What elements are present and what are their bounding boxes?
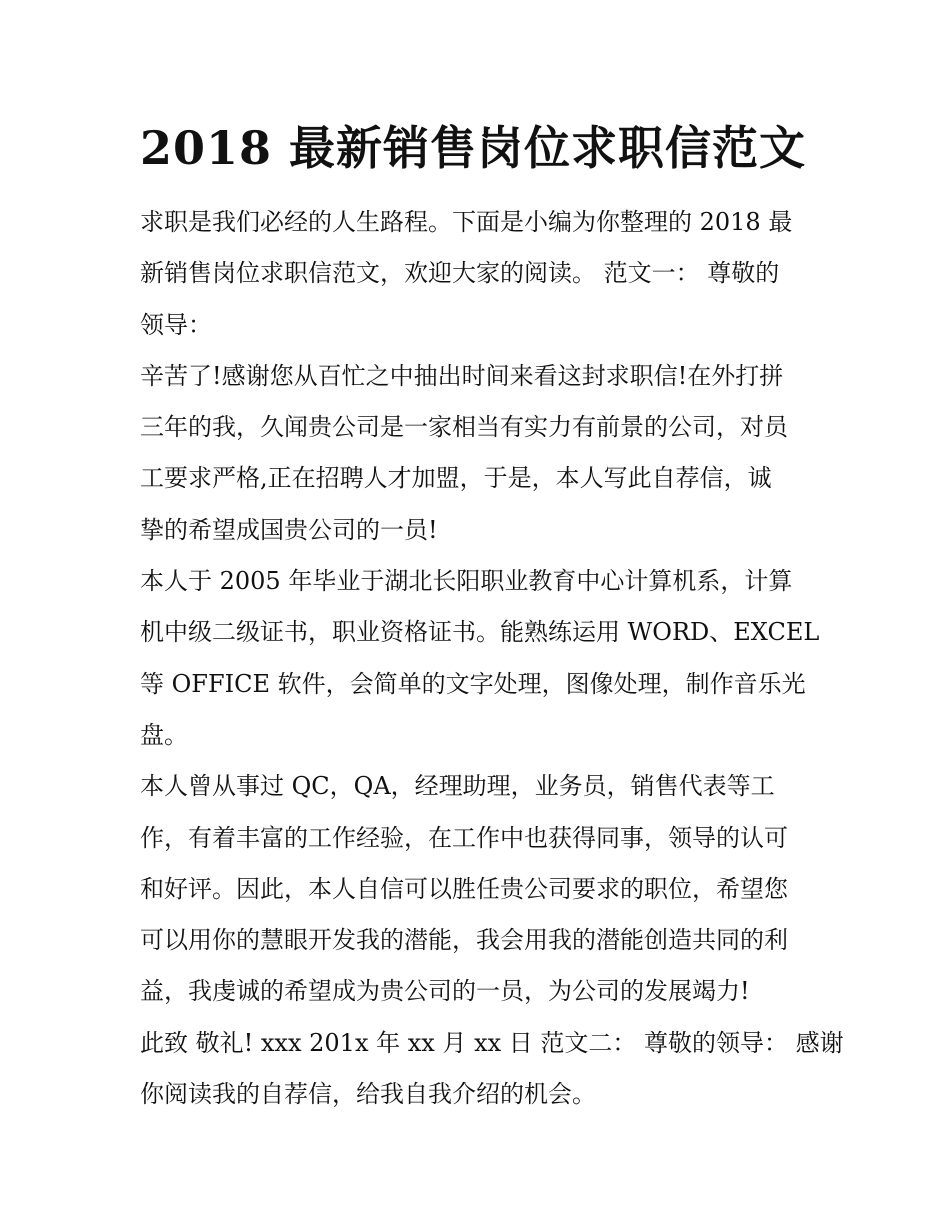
document-body: [140, 197, 844, 1120]
body-line: 益，我虔诚的希望成为贵公司的一员，为公司的发展竭力!: [140, 977, 750, 1006]
body-line: 和好评。因此，本人自信可以胜任贵公司要求的职位，希望您: [140, 874, 788, 903]
body-line: 此致 敬礼! xxx 201x 年 xx 月 xx 日 范文二： 尊敬的领导： 感谢: [140, 1028, 844, 1057]
body-line: 本人于 2005 年毕业于湖北长阳职业教育中心计算机系，计算: [140, 567, 793, 596]
body-line: 求职是我们必经的人生路程。下面是小编为你整理的 2018 最: [140, 208, 793, 236]
body-line: 新销售岗位求职信范文，欢迎大家的阅读。 范文一： 尊敬的: [140, 259, 780, 288]
body-line: 本人曾从事过 QC，QA，经理助理，业务员，销售代表等工: [140, 772, 775, 801]
body-line: 辛苦了!感谢您从百忙之中抽出时间来看这封求职信!在外打拼: [140, 361, 784, 390]
body-line: 可以用你的慧眼开发我的潜能，我会用我的潜能创造共同的利: [140, 926, 788, 955]
body-line: 挚的希望成国贵公司的一员!: [140, 515, 438, 544]
body-line: 机中级二级证书，职业资格证书。能熟练运用 WORD、EXCEL: [140, 618, 820, 647]
body-line: 作，有着丰富的工作经验，在工作中也获得同事，领导的认可: [140, 823, 788, 852]
body-line: 等 OFFICE 软件，会简单的文字处理，图像处理，制作音乐光: [140, 669, 806, 698]
document-title: 2018 最新销售岗位求职信范文: [140, 121, 807, 175]
body-line: 领导：: [140, 310, 212, 339]
body-line: 你阅读我的自荐信，给我自我介绍的机会。: [140, 1080, 596, 1109]
body-line: 三年的我，久闻贵公司是一家相当有实力有前景的公司，对员: [140, 413, 788, 442]
body-line: 盘。: [140, 720, 188, 749]
body-line: 工要求严格,正在招聘人才加盟，于是，本人写此自荐信，诚: [140, 464, 772, 493]
